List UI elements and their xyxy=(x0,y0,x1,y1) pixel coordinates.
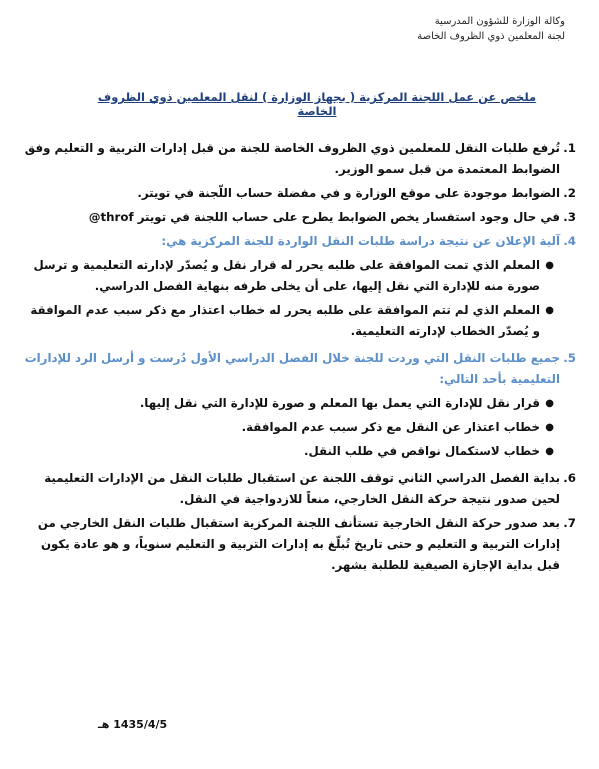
list-item-1 xyxy=(22,138,576,180)
item-text: بداية الفصل الدراسي الثاني توقف اللجنة عن استقبال طلبات النقل من الإدارات التعليمية لحين صدور نتيجة حركة النقل الخارجي، منعاً للازدواجية في النقل. xyxy=(44,471,560,506)
item-text: بعد صدور حركة النقل الخارجية تستأنف اللجنة المركزية استقبال طلبات النقل الخارجي من إدارات التربية و التعليم و حتى تاريخ تُبلّغ به إدارات التربية و التعليم سنوياً، و هو عادة يكون قبل بداية الإجازة الصيفية للطلبة بشهر. xyxy=(37,516,560,572)
item-text: آلية الإعلان عن نتيجة دراسة طلبات النقل الواردة للجنة المركزية هي: xyxy=(161,234,560,248)
item-3-text: في حال وجود استفسار يخص الضوابط يطرح على حساب اللجنة في تويتر xyxy=(137,210,560,224)
document-title: ملخص عن عمل اللجنة المركزية ( بجهاز الوزارة ) لنقل المعلمين ذوي الظروف الخاصة xyxy=(97,90,537,118)
header-line-agency: وكالة الوزارة للشؤون المدرسية xyxy=(434,16,565,27)
list-item-4 xyxy=(22,231,576,252)
item-text: جميع طلبات النقل التي وردت للجنة خلال الفصل الدراسي الأول دُرست و أرسل الرد للإدارات التعليمية بأحد التالي: xyxy=(24,351,560,386)
item-number: 4. xyxy=(563,234,576,248)
header-block xyxy=(360,14,565,44)
bullet-item xyxy=(22,255,576,297)
bullet-icon: ● xyxy=(545,398,554,409)
list-item-6 xyxy=(22,468,576,510)
document-body xyxy=(22,138,576,579)
bullet-text: المعلم الذي تمت الموافقة على طلبه يحرر له قرار نقل و يُصدّر لإدارته التعليمية و ترسل صورة منه للإدارة التي نقل إليها، على أن يخلى طرفه بنهاية الفصل الدراسي. xyxy=(33,258,540,293)
bullet-text: خطاب اعتذار عن النقل مع ذكر سبب عدم الموافقة. xyxy=(241,420,540,434)
bullet-text: قرار نقل للإدارة التي يعمل بها المعلم و صورة للإدارة التي نقل إليها. xyxy=(139,396,540,410)
bullet-item xyxy=(22,441,576,462)
header-line-committee: لجنة المعلمين ذوي الظروف الخاصة xyxy=(417,31,565,42)
bullet-item xyxy=(22,300,576,342)
twitter-handle: @throf xyxy=(88,210,134,224)
bullet-icon: ● xyxy=(545,422,554,433)
list-item-5 xyxy=(22,348,576,390)
bullet-icon: ● xyxy=(545,260,554,271)
document-date: 1435/4/5 هـ xyxy=(98,718,168,731)
item-text xyxy=(22,207,560,228)
item-number: 7. xyxy=(563,516,576,530)
item-text: تُرفع طلبات النقل للمعلمين ذوي الظروف الخاصة للجنة من قبل إدارات التربية و التعليم وفق الضوابط المعتمدة من قبل سمو الوزير. xyxy=(24,141,560,176)
bullet-text: خطاب لاستكمال نواقص في طلب النقل. xyxy=(303,444,540,458)
bullet-icon: ● xyxy=(545,305,554,316)
bullet-item xyxy=(22,417,576,438)
bullet-text: المعلم الذي لم تتم الموافقة على طلبه يحرر له خطاب اعتذار مع ذكر سبب عدم الموافقة و يُصدّر الخطاب لإدارته التعليمية. xyxy=(30,303,540,338)
item-number: 3. xyxy=(563,210,576,224)
item-number: 5. xyxy=(563,351,576,365)
item-number: 1. xyxy=(563,141,576,155)
item-number: 2. xyxy=(563,186,576,200)
list-item-2 xyxy=(22,183,576,204)
list-item-7 xyxy=(22,513,576,576)
list-item-3 xyxy=(22,207,576,228)
item-number: 6. xyxy=(563,471,576,485)
bullet-icon: ● xyxy=(545,446,554,457)
bullet-item xyxy=(22,393,576,414)
item-text: الضوابط موجودة على موقع الوزارة و في مفضلة حساب اللّجنة في تويتر. xyxy=(137,186,560,200)
